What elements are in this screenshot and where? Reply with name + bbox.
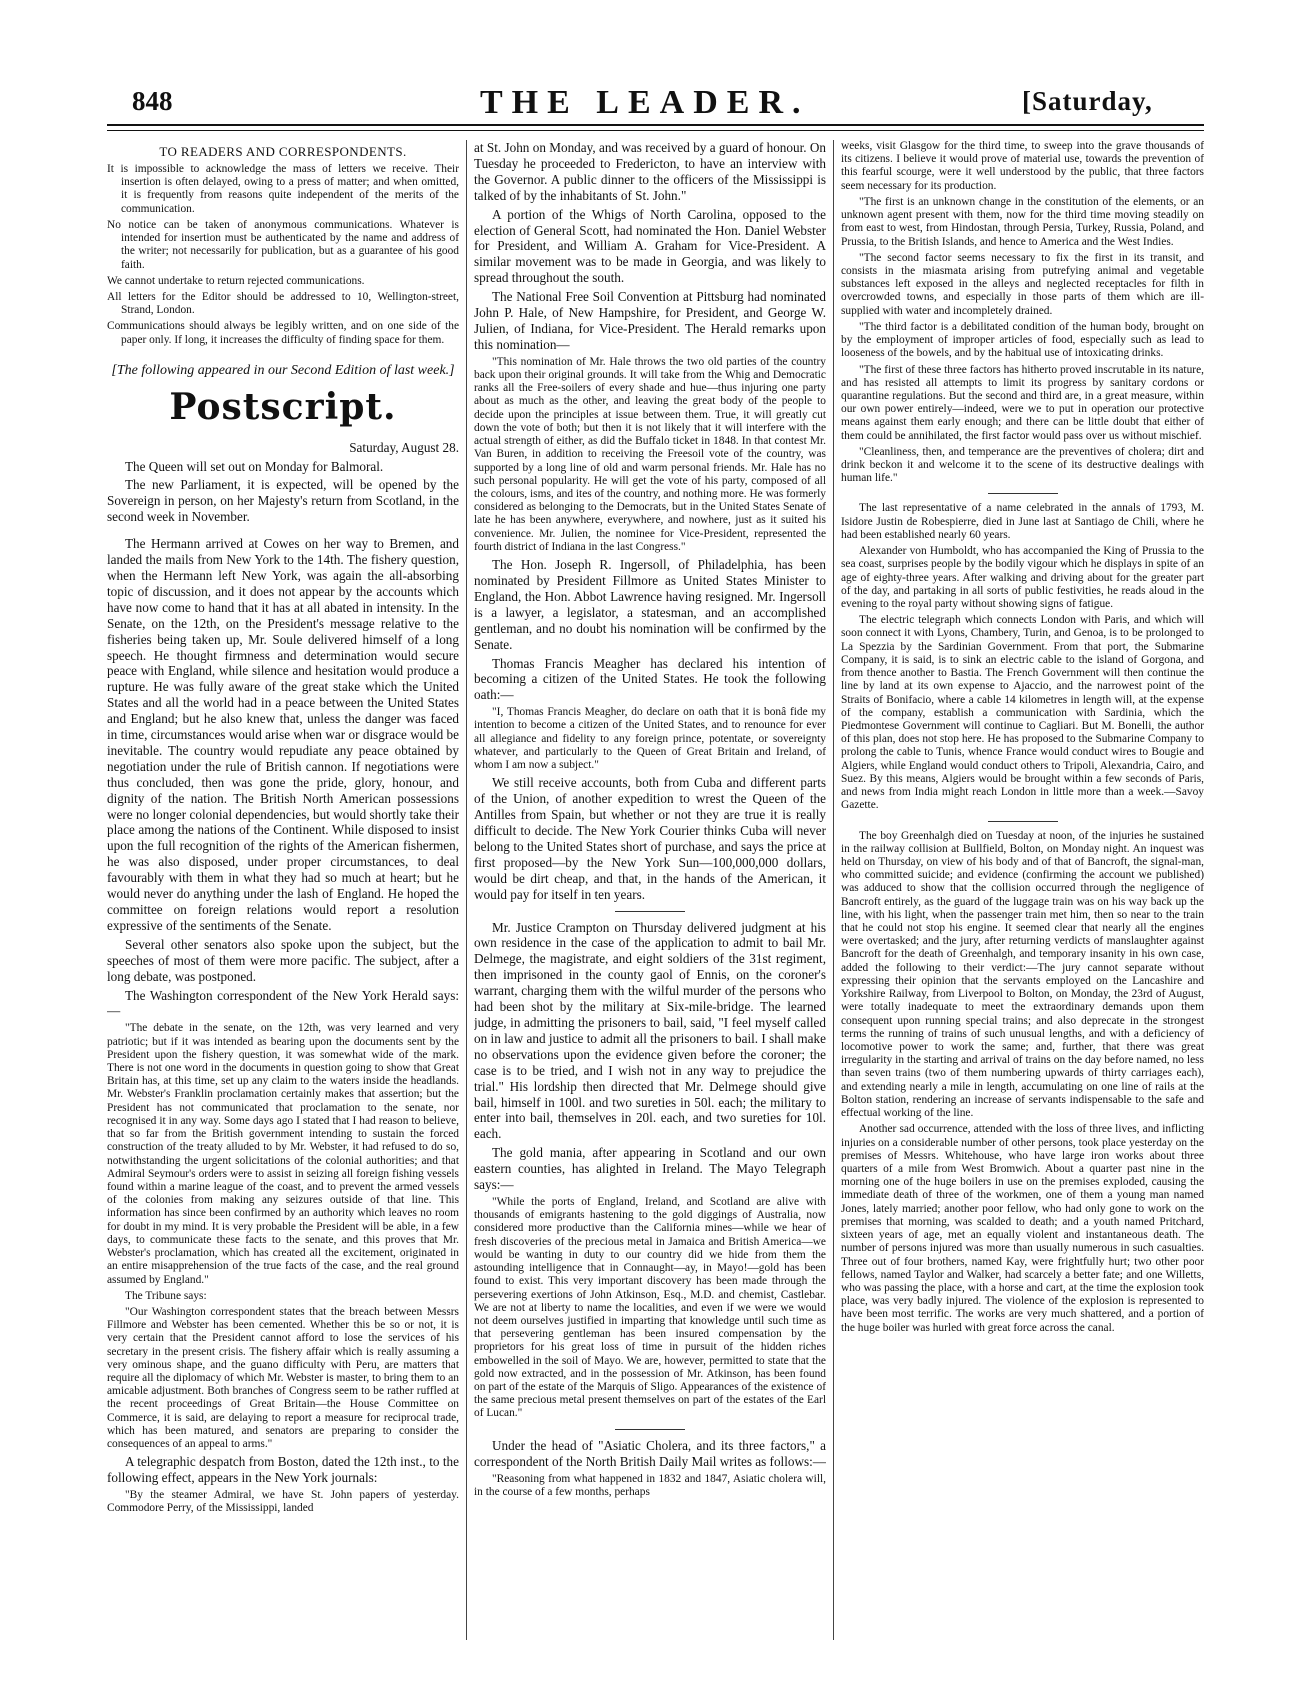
quoted-text: "The first is an unknown change in the constitution of the elements, or an unknown agent present with them, now for the third time moving steadily on from east to west, from Hindostan, through Persia, Turkey, Russia, Poland, and Prussia, to the British Islands, and hence to America and the West Indies.	[841, 195, 1204, 248]
section-divider	[615, 1429, 685, 1430]
article-paragraph: The Queen will set out on Monday for Balmoral.	[125, 458, 384, 474]
masthead-title: THE LEADER.	[480, 84, 810, 121]
quoted-text: "By the steamer Admiral, we have St. John papers of yesterday. Commodore Perry, of the Mississippi, landed	[107, 1489, 459, 1515]
header-rule-thick	[107, 124, 1204, 126]
article-paragraph: Another sad occurrence, attended with the loss of three lives, and inflicting injuries on a considerable number of other persons, took place yesterday on the premises of Messrs. Whitehouse, who have large iron works about three quarters of a mile from West Bromwich. About a quarter past nine in the morning one of the huge boilers in use on the premises exploded, causing the immediate death of three of the workmen, one of them a young man named Jones, lately married; another poor fellow, who had only gone to work on the premises that morning, was scalded to death; and a youth named Pritchard, sixteen years of age, met an equally violent and instantaneous death. The number of persons injured was more than usually numerous in such casualties. Three out of four brothers, named Kay, were frightfully hurt; two other poor fellows, named Taylor and Walker, had scarcely a better fate; and one Willetts, who was passing the place, with a horse and cart, at the time the explosion took place, was very badly injured. The violence of the explosion is represented to have been most terrific. The works are very much shattered, and a portion of the huge boiler was hurled with great force across the canal.	[841, 1123, 1204, 1334]
article-paragraph: The boy Greenhalgh died on Tuesday at noon, of the injuries he sustained in the railway collision at Bullfield, Bolton, on Monday night. An inquest was held on Thursday, on view of his body and of that of Bancroft, the signal-man, who committed suicide; and evidence (confirming the account we published) was adduced to show that the collision occurred through the negligence of Bancroft entirely, as the guard of the luggage train was on his way back up the line, with his light, when the passenger train met him, then so near to the train that he could not stop his engine. It seemed clear that nearly all the engines were overtasked; and the jury, after returning verdicts of manslaughter against Bancroft for the death of Greenhalgh, and temporary insanity in his own case, added the following to their verdict:—The jury cannot separate without expressing their opinion that the servants employed on the Lancashire and Yorkshire Railway, from Liverpool to Bolton, on Monday, the 23rd of August, were totally inadequate to meet the extraordinary demands upon them consequent upon running special trains; and also deprecate in the strongest terms the running of trains of such unusual lengths, and with a deficiency of locomotive power to work the same; and, further, that there was great irregularity in the starting and arrival of trains on the day before named, no less than seven trains (two of them numbering upwards of thirty carriages each), and extending nearly a mile in length, accumulating on one line of rails at the Bolton station, rendering an increase of servants indispensable to the safe and effectual working of the line.	[841, 829, 1204, 1120]
article-paragraph: The Tribune says:	[125, 1289, 207, 1302]
article-paragraph: Several other senators also spoke upon the subject, but the speeches of most of them were more pacific. The subject, after a long debate, was postponed.	[107, 936, 459, 984]
article-paragraph: The last representative of a name celebrated in the annals of 1793, M. Isidore Justin de Robespierre, died in June last at Santiago de Chili, where he had been established nearly 60 years.	[841, 502, 1204, 541]
quoted-text: "Reasoning from what happened in 1832 and 1847, Asiatic cholera will, in the course of a few months, perhaps	[474, 1472, 826, 1498]
masthead-day: [Saturday,	[1022, 86, 1153, 116]
quoted-text: "The third factor is a debilitated condition of the human body, brought on by the employment of improper articles of food, especially such as lead to looseness of the bowels, and by the habitual use of intoxicating drinks.	[841, 320, 1204, 360]
article-paragraph: at St. John on Monday, and was received by a guard of honour. On Tuesday he proceeded to Fredericton, to have an interview with the Governor. A public dinner to the officers of the Mississippi is talked of by the inhabitants of St. John."	[474, 140, 826, 203]
article-paragraph: Thomas Francis Meagher has declared his intention of becoming a citizen of the United States. He took the following oath:—	[474, 655, 826, 703]
edition-note: [The following appeared in our Second Edition of last week.]	[111, 362, 455, 378]
correspondents-note: Communications should always be legibly written, and on one side of the paper only. If long, it increases the difficulty of finding space for them.	[107, 320, 459, 346]
quoted-text: "The second factor seems necessary to fix the first in its transit, and consists in the miasmata arising from putrefying animal and vegetable substances left exposed in the alleys and neglected receptacles for filth in overcrowded towns, and especially in those parts of them which are ill-supplied with water and incompletely drained.	[841, 251, 1204, 317]
article-paragraph: We still receive accounts, both from Cuba and different parts of the Union, of another expedition to wrest the Queen of the Antilles from Spain, but whether or not they are true it is really difficult to decide. The New York Courier thinks Cuba will never belong to the United States short of purchase, and says the price at first proposed—by the New York Sun—100,000,000 dollars, would be dirt cheap, and that, in the hands of the American, it would pay for itself in ten years.	[474, 775, 826, 902]
column-divider-2	[833, 140, 834, 1640]
article-paragraph: The Hon. Joseph R. Ingersoll, of Philadelphia, has been nominated by President Fillmore as United States Minister to England, the Hon. Abbot Lawrence having resigned. Mr. Ingersoll is a lawyer, a legislator, a statesman, and an accomplished gentleman, and no doubt his nomination will be confirmed by the Senate.	[474, 557, 826, 652]
quoted-text: "While the ports of England, Ireland, and Scotland are alive with thousands of emigrants hastening to the gold diggings of Australia, now considered more productive than the California mines—while we hear of fresh discoveries of the precious metal in Jamaica and British America—we would be wanting in duty to our country did we hide from them the astounding intelligence that in Connaught—ay, in Mayo!—gold has been found to exist. This very important discovery has been made through the persevering exertions of John Atkinson, Esq., M.D. and chemist, Castlebar. We are not at liberty to name the localities, and even if we were we would not deem ourselves justified in imparting that knowledge until such time as that persevering gentleman has been insured compensation by the proprietors for his great loss of time in pursuit of the hidden riches embowelled in the soil of Mayo. We are, however, permitted to state that the gold now extracted, and in the possession of Mr. Atkinson, has been found on part of the estate of the Marquis of Sligo. Appearances of the existence of the same precious metal present themselves on part of the estates of the Earl of Lucan."	[474, 1195, 826, 1420]
article-paragraph: Alexander von Humboldt, who has accompanied the King of Prussia to the sea coast, surprises people by the bodily vigour which he displays in spite of an age of eighty-three years. After walking and driving about for the greater part of the day, and partaking in all sorts of public festivities, he reads aloud in the evening to the royal party without showing signs of fatigue.	[841, 545, 1204, 610]
article-paragraph: The Washington correspondent of the New York Herald says:—	[107, 987, 459, 1019]
quoted-text: "I, Thomas Francis Meagher, do declare on oath that it is bonâ fide my intention to become a citizen of the United States, and to renounce for ever all allegiance and fidelity to any foreign prince, potentate, or sovereignty whatever, and particularly to the Queen of Great Britain and Ireland, of whom I am now a subject."	[474, 706, 826, 772]
correspondents-note: We cannot undertake to return rejected communications.	[107, 274, 365, 287]
column-1	[107, 140, 459, 1519]
article-paragraph: The gold mania, after appearing in Scotland and our own eastern counties, has alighted in Ireland. The Mayo Telegraph says:—	[474, 1145, 826, 1193]
quoted-text: "This nomination of Mr. Hale throws the two old parties of the country back upon their original grounds. It will take from the Whig and Democratic ranks all the Free-soilers of every shade and hue—thus injuring one party about as much as the other, and leaving the great body of the people to decide upon the principles at issue between them. True, it will greatly cut down the vote of both; but then it is not likely that it will interfere with the actual strength of either, as did the Buffalo ticket in 1848. In that contest Mr. Van Buren, in addition to receiving the Freesoil vote of the country, was supported by a long line of old and warm personal friends. Mr. Hale has no such personal popularity. He will get the vote of his party, composed of all the colours, isms, and ites of the country, and nothing more. He was formerly considered as belonging to the Democrats, but in the United States Senate of late he has been anywhere, everywhere, and nowhere, just as it suited his convenience. Mr. Julien, the nominee for Vice-President, represented the fourth district of Indiana in the last Congress."	[474, 355, 826, 553]
article-paragraph: The electric telegraph which connects London with Paris, and which will soon connect it with Lyons, Chambery, Turin, and Genoa, is to be prolonged to La Spezzia by the Sardinian Government. From that port, the Submarine Company, it is said, is to sink an electric cable to the island of Gorgona, and from thence another to Bastia. The French Government will then continue the line by land at its own expense to Ajaccio, and the narrowest point of the Straits of Bonifacio, where a cable 14 kilometres in length will, at the expense of the company, establish a communication with Sardinia, which the Piedmontese Government will continue to Cagliari. But M. Bonelli, the author of this plan, does not stop here. He has proposed to the Submarine Company to prolong the cable to Tunis, whence France would conduct wires to Bougie and Algiers, while England would conduct others to Tripoli, Alexandria, Cairo, and Suez. By this means, Algiers would be brought within a few seconds of Paris, and news from India might reach London in little more than a week.—Savoy Gazette.	[841, 614, 1204, 812]
postscript-heading: Postscript.	[169, 385, 397, 428]
section-divider	[988, 821, 1058, 822]
correspondents-note: All letters for the Editor should be addressed to 10, Wellington-street, Strand, London.	[107, 290, 459, 317]
quoted-text: "The debate in the senate, on the 12th, was very learned and very patriotic; but if it was intended as bearing upon the documents sent by the President upon the fishery question, it was somewhat wide of the mark. There is not one word in the documents in question going to show that Great Britain has, at this time, set up any claim to the waters inside the headlands. Mr. Webster's Franklin proclamation certainly makes that assertion; but the President has not communicated that proclamation to the senate, nor recognised it in any way. Some days ago I stated that I had reason to believe, that so far from the British government intending to sustain the forced construction of the treaty alluded to by Mr. Webster, it had refused to do so, notwithstanding the urgent solicitations of the colonial authorities; and that Admiral Seymour's orders were to assist in seizing all foreign fishing vessels found within a marine league of the coast, and to prevent the armed vessels of the colonies from making any seizures outside of that line. This information has since been confirmed by an authority which leaves no room for doubt in my mind. It is very probable the President will be able, in a few days, to communicate these facts to the senate, and this proves that Mr. Webster's proclamation, which has created all the excitement, originated in an entire misapprehension of the true facts of the case, and the real ground assumed by England."	[107, 1022, 459, 1286]
article-paragraph: A portion of the Whigs of North Carolina, opposed to the election of General Scott, had nominated the Hon. Daniel Webster for President, and William A. Graham for Vice-President. A similar movement was to be made in Georgia, and was likely to spread throughout the south.	[474, 206, 826, 286]
quoted-text: "The first of these three factors has hitherto proved inscrutable in its nature, and has resisted all attempts to limit its progress by sanitary cordons or quarantine regulations. But the second and third are, in a great measure, within our own power entirely—indeed, were we to put in operation our protective means against them early enough; and there can be little doubt that either of them could be annihilated, the first factor would pass over us without mischief.	[841, 363, 1204, 442]
section-divider	[988, 493, 1058, 494]
article-paragraph: The new Parliament, it is expected, will be opened by the Sovereign in person, on her Majesty's return from Scotland, in the second week in November.	[107, 477, 459, 525]
quoted-text: weeks, visit Glasgow for the third time, to sweep into the grave thousands of its citizens. I believe it would prove of material use, towards the prevention of this fearful scourge, were it well understood by the public, that three factors seem necessary for its production.	[841, 140, 1204, 192]
page-number: 848	[132, 86, 173, 116]
quoted-text: "Our Washington correspondent states that the breach between Messrs Fillmore and Webster has been cemented. Whether this be so or not, it is very certain that the President cannot afford to lose the services of his secretary in the present crisis. The fishery affair which is really assuming a very ominous shape, and the guano difficulty with Peru, are matters that require all the diplomacy of which Mr. Webster is master, to bring them to an amicable adjustment. Both branches of Congress seem to be rather ruffled at the recent proceedings of Great Britain—the House Committee on Commerce, it is said, are delaying to report a measure for reciprocal trade, which has been matured, and senators are preparing to consider the consequences of an appeal to arms."	[107, 1305, 459, 1451]
article-paragraph: The National Free Soil Convention at Pittsburg had nominated John P. Hale, of New Hampshire, for President, and George W. Julien, of Indiana, for Vice-President. The Herald remarks upon this nomination—	[474, 289, 826, 352]
dateline: Saturday, August 28.	[349, 439, 459, 455]
correspondents-note: No notice can be taken of anonymous communications. Whatever is intended for insertion must be authenticated by the name and address of the writer; not necessarily for publication, but as a guarantee of his good faith.	[107, 218, 459, 271]
column-divider-1	[466, 140, 467, 1640]
article-paragraph: The Hermann arrived at Cowes on her way to Bremen, and landed the mails from New York to the 14th. The fishery question, when the Hermann left New York, was again the all-absorbing topic of discussion, and it does not appear by the accounts which have now come to hand that it has at all abated in intensity. In the Senate, on the 12th, on the President's message relative to the fisheries being taken up, Mr. Soule delivered himself of a long speech. He thought firmness and determination would secure peace with England, while silence and hesitation would produce a rupture. He was fully aware of the great stake which the United States and all the world had in a peace between the United States and England; but he also knew that, unless the danger was faced in time, circumstances would arise when war or disgrace would be inevitable. The country would repudiate any peace obtained by negotiation under the rule of British cannon. If negotiations were thus concluded, then was gone the pride, glory, honour, and dignity of the nation. The British North American possessions were no longer colonial dependencies, but would shortly take their place among the nations of the Continent. While disposed to insist upon the full recognition of the rights of the American fishermen, he was also disposed, under proper circumstances, to deal favourably with them in what they had so much at heart; but he would never do anything under the lash of England. He hoped the committee on foreign relations would report a resolution expressive of the sentiments of the Senate.	[107, 536, 459, 933]
correspondents-note: It is impossible to acknowledge the mass of letters we receive. Their insertion is often delayed, owing to a press of matter; and when omitted, it is frequently from reasons quite independent of the merits of the communication.	[107, 163, 459, 215]
correspondents-heading: TO READERS AND CORRESPONDENTS.	[159, 144, 407, 159]
article-paragraph: A telegraphic despatch from Boston, dated the 12th inst., to the following effect, appears in the New York journals:	[107, 1454, 459, 1486]
section-divider	[615, 911, 685, 912]
column-2	[474, 140, 826, 1502]
article-paragraph: Mr. Justice Crampton on Thursday delivered judgment at his own residence in the case of the application to admit to bail Mr. Delmege, the magistrate, and eight soldiers of the 31st regiment, then imprisoned in the county gaol of Ennis, on the coroner's warrant, charging them with the wilful murder of the persons who had been shot by the military at Six-mile-bridge. The learned judge, in admitting the prisoners to bail, said, "I feel myself called on in law and justice to admit all the prisoners to bail. I shall make no observations upon the evidence given before the coroner; the case is to be tried, and I wish not in any way to prejudice the trial." His lordship then directed that Mr. Delmege should give bail, himself in 100l. and two sureties in 50l. each; the military to enter into bail, themselves in 20l. each, and two sureties for 10l. each.	[474, 919, 826, 1142]
column-3	[841, 140, 1204, 1338]
article-paragraph: Under the head of "Asiatic Cholera, and its three factors," a correspondent of the North British Daily Mail writes as follows:—	[474, 1437, 826, 1469]
header-rule-thin	[107, 130, 1204, 131]
quoted-text: "Cleanliness, then, and temperance are the preventives of cholera; dirt and drink beckon it and welcome it to the scene of its destructive dealings with human life."	[841, 445, 1204, 485]
